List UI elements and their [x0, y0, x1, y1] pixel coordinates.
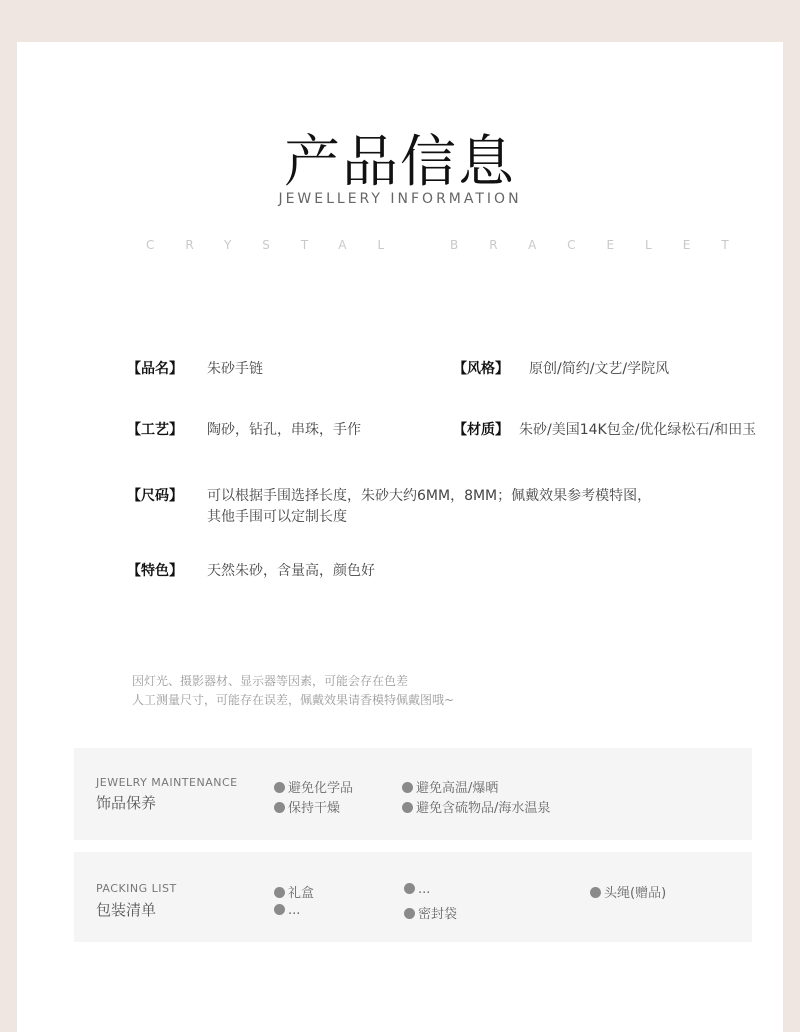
bullet-icon — [404, 908, 415, 919]
maintenance-title-en: JEWELRY MAINTENANCE — [96, 776, 238, 789]
packing-panel — [74, 852, 752, 942]
bullet-icon — [404, 883, 415, 894]
packing-item: 密封袋 — [404, 903, 457, 922]
spec-craft — [127, 419, 361, 439]
packing-title-cn: 包装清单 — [96, 901, 157, 919]
spec-feature-label: 【特色】 — [127, 563, 183, 579]
tagline: CRYSTAL BRACELET — [146, 238, 760, 252]
bullet-icon — [274, 887, 285, 898]
packing-item: ... — [274, 903, 300, 918]
spec-name-value: 朱砂手链 — [207, 361, 263, 377]
page-subtitle: JEWELLERY INFORMATION — [278, 191, 522, 207]
maintenance-item: 避免化学品 — [274, 777, 353, 796]
spec-size-value-1: 可以根据手围选择长度，朱砂大约6MM，8MM；佩戴效果参考模特图， — [207, 488, 652, 504]
spec-style-label: 【风格】 — [453, 361, 509, 377]
bullet-icon — [274, 802, 285, 813]
spec-craft-value: 陶砂，钻孔，串珠，手作 — [207, 422, 361, 438]
packing-item: 礼盒 — [274, 882, 314, 901]
maintenance-panel — [74, 748, 752, 840]
spec-feature-value: 天然朱砂，含量高，颜色好 — [207, 563, 375, 579]
page-title: 产品信息 — [284, 130, 516, 195]
maintenance-item: 保持干燥 — [274, 797, 340, 816]
maintenance-title-cn: 饰品保养 — [96, 794, 157, 812]
spec-size — [127, 485, 652, 525]
spec-material-value: 朱砂/美国14K包金/优化绿松石/和田玉 — [519, 422, 757, 438]
bullet-icon — [274, 782, 285, 793]
spec-name-label: 【品名】 — [127, 361, 183, 377]
bullet-icon — [590, 887, 601, 898]
bullet-icon — [274, 904, 285, 915]
spec-name — [127, 358, 263, 378]
note-line-2: 人工测量尺寸，可能存在误差，佩戴效果请香模特佩戴图哦~ — [132, 693, 455, 707]
maintenance-item: 避免含硫物品/海水温泉 — [402, 797, 550, 816]
spec-style — [453, 358, 670, 378]
spec-craft-label: 【工艺】 — [127, 422, 183, 438]
spec-material — [453, 419, 757, 439]
packing-title-en: PACKING LIST — [96, 882, 177, 895]
packing-item: ... — [404, 882, 430, 897]
packing-item: 头绳(赠品) — [590, 882, 666, 901]
spec-style-value: 原创/简约/文艺/学院风 — [529, 361, 670, 377]
bullet-icon — [402, 802, 413, 813]
spec-size-label: 【尺码】 — [127, 488, 183, 504]
maintenance-item: 避免高温/爆晒 — [402, 777, 498, 796]
bullet-icon — [402, 782, 413, 793]
spec-feature — [127, 560, 375, 580]
note-line-1: 因灯光、摄影器材、显示器等因素，可能会存在色差 — [132, 674, 409, 688]
spec-material-label: 【材质】 — [453, 422, 509, 438]
spec-size-value-2: 其他手围可以定制长度 — [207, 509, 347, 525]
